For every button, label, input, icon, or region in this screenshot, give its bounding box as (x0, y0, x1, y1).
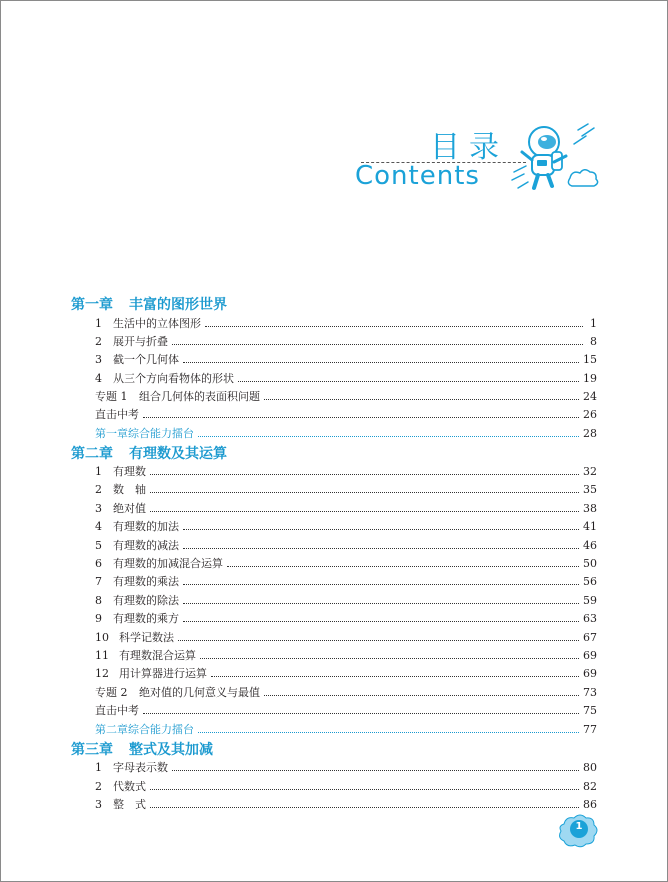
toc-entry-exam[interactable] (95, 406, 597, 422)
toc-entry[interactable] (95, 778, 597, 794)
entry-title: 代数式 (113, 780, 146, 793)
entry-number: 7 (95, 574, 102, 588)
entry-page: 67 (583, 630, 597, 644)
chapter-title: 丰富的图形世界 (129, 297, 227, 313)
entry-page: 56 (583, 574, 597, 588)
toc-entry[interactable] (95, 592, 597, 608)
dot-leader (264, 399, 579, 400)
entry-page: 8 (590, 334, 597, 348)
entry-title: 绝对值的几何意义与最值 (139, 686, 260, 699)
entry-title: 数 轴 (113, 483, 146, 496)
entry-number: 8 (95, 593, 102, 607)
entry-title: 第一章综合能力擂台 (95, 427, 194, 440)
entry-page: 75 (583, 703, 597, 717)
chapter-label: 第三章 (71, 742, 113, 758)
dot-leader (211, 676, 579, 677)
toc-entry[interactable] (95, 610, 597, 626)
entry-title: 组合几何体的表面积问题 (139, 390, 260, 403)
entry-title: 生活中的立体图形 (113, 317, 201, 330)
entry-title: 有理数的乘法 (113, 575, 179, 588)
entry-title: 有理数的加法 (113, 520, 179, 533)
dot-leader (183, 362, 579, 363)
toc-entry[interactable] (95, 665, 597, 681)
toc-entry[interactable] (95, 518, 597, 534)
entry-title: 从三个方向看物体的形状 (113, 372, 234, 385)
entry-title: 有理数的减法 (113, 539, 179, 552)
entry-number: 2 (95, 334, 102, 348)
dot-leader (172, 770, 579, 771)
chapter-title: 整式及其加减 (129, 742, 213, 758)
chapter-heading[interactable] (71, 739, 213, 759)
entry-page: 69 (583, 648, 597, 662)
dot-leader (150, 789, 579, 790)
entry-page: 63 (583, 611, 597, 625)
dot-leader (150, 807, 579, 808)
dot-leader (150, 474, 579, 475)
entry-number: 5 (95, 538, 102, 552)
entry-page: 69 (583, 666, 597, 680)
entry-title: 有理数的除法 (113, 594, 179, 607)
dot-leader (150, 492, 579, 493)
dot-leader (183, 548, 579, 549)
entry-title: 有理数 (113, 465, 146, 478)
entry-page: 77 (583, 722, 597, 736)
entry-title: 整 式 (113, 798, 146, 811)
chapter-label: 第一章 (71, 297, 113, 313)
entry-number: 12 (95, 666, 109, 680)
entry-page: 80 (583, 760, 597, 774)
entry-title: 截一个几何体 (113, 353, 179, 366)
entry-page: 46 (583, 538, 597, 552)
dot-leader (143, 713, 579, 714)
toc-entry[interactable] (95, 759, 597, 775)
entry-title: 直击中考 (95, 704, 139, 717)
entry-page: 86 (583, 797, 597, 811)
dot-leader (183, 621, 579, 622)
entry-page: 73 (583, 685, 597, 699)
toc-entry-review[interactable] (95, 721, 597, 737)
entry-number: 1 (95, 760, 102, 774)
toc-entry-exam[interactable] (95, 702, 597, 718)
header (0, 0, 668, 230)
entry-number: 3 (95, 352, 102, 366)
dot-leader (143, 417, 579, 418)
entry-page: 35 (583, 482, 597, 496)
entry-page: 1 (590, 316, 597, 330)
entry-title: 直击中考 (95, 408, 139, 421)
entry-number: 11 (95, 648, 109, 662)
entry-page: 41 (583, 519, 597, 533)
dot-leader (198, 436, 579, 437)
entry-page: 82 (583, 779, 597, 793)
toc-entry[interactable] (95, 500, 597, 516)
title-chinese: 目录 (430, 130, 508, 165)
toc-entry-special-topic[interactable] (95, 684, 597, 700)
entry-number: 4 (95, 371, 102, 385)
entry-number: 6 (95, 556, 102, 570)
dot-leader (183, 529, 579, 530)
dot-leader (183, 584, 579, 585)
entry-title: 第二章综合能力擂台 (95, 723, 194, 736)
toc-entry[interactable] (95, 796, 597, 812)
entry-number: 3 (95, 501, 102, 515)
dot-leader (238, 381, 579, 382)
toc-entry[interactable] (95, 573, 597, 589)
dot-leader (205, 326, 583, 327)
toc-entry-special-topic[interactable] (95, 388, 597, 404)
entry-page: 59 (583, 593, 597, 607)
astronaut-mascot-icon (508, 122, 604, 202)
dot-leader (178, 640, 579, 641)
toc-entry[interactable] (95, 370, 597, 386)
chapter-label: 第二章 (71, 446, 113, 462)
entry-page: 24 (583, 389, 597, 403)
toc-entry[interactable] (95, 537, 597, 553)
toc-entry[interactable] (95, 351, 597, 367)
entry-number: 10 (95, 630, 109, 644)
toc-entry[interactable] (95, 463, 597, 479)
title-english: Contents (355, 161, 480, 191)
toc-entry[interactable] (95, 315, 597, 331)
chapter-heading[interactable] (71, 294, 227, 314)
entry-title: 绝对值 (113, 502, 146, 515)
chapter-heading[interactable] (71, 443, 227, 463)
toc-entry[interactable] (95, 555, 597, 571)
entry-page: 50 (583, 556, 597, 570)
toc-entry[interactable] (95, 629, 597, 645)
entry-title: 有理数的加减混合运算 (113, 557, 223, 570)
entry-title: 科学记数法 (119, 631, 174, 644)
entry-page: 28 (583, 426, 597, 440)
entry-page: 32 (583, 464, 597, 478)
entry-number: 4 (95, 519, 102, 533)
entry-title: 字母表示数 (113, 761, 168, 774)
entry-title: 用计算器进行运算 (119, 667, 207, 680)
dot-leader (264, 695, 579, 696)
toc-entry-review[interactable] (95, 425, 597, 441)
dot-leader (172, 344, 583, 345)
entry-title: 展开与折叠 (113, 335, 168, 348)
dot-leader (227, 566, 579, 567)
entry-page: 15 (583, 352, 597, 366)
entry-title: 有理数的乘方 (113, 612, 179, 625)
entry-number: 1 (95, 316, 102, 330)
entry-page: 26 (583, 407, 597, 421)
entry-number: 3 (95, 797, 102, 811)
entry-number: 1 (95, 464, 102, 478)
chapter-title: 有理数及其运算 (129, 446, 227, 462)
toc-entry[interactable] (95, 481, 597, 497)
entry-number: 9 (95, 611, 102, 625)
entry-number: 2 (95, 482, 102, 496)
dot-leader (200, 658, 579, 659)
entry-number: 2 (95, 779, 102, 793)
entry-page: 38 (583, 501, 597, 515)
page-number: 1 (575, 821, 583, 832)
entry-title: 有理数混合运算 (119, 649, 196, 662)
dot-leader (150, 511, 579, 512)
entry-number: 专题 2 (95, 686, 128, 699)
toc-entry[interactable] (95, 647, 597, 663)
entry-number: 专题 1 (95, 390, 128, 403)
dot-leader (183, 603, 579, 604)
entry-page: 19 (583, 371, 597, 385)
dot-leader (198, 732, 579, 733)
toc-entry[interactable] (95, 333, 597, 349)
